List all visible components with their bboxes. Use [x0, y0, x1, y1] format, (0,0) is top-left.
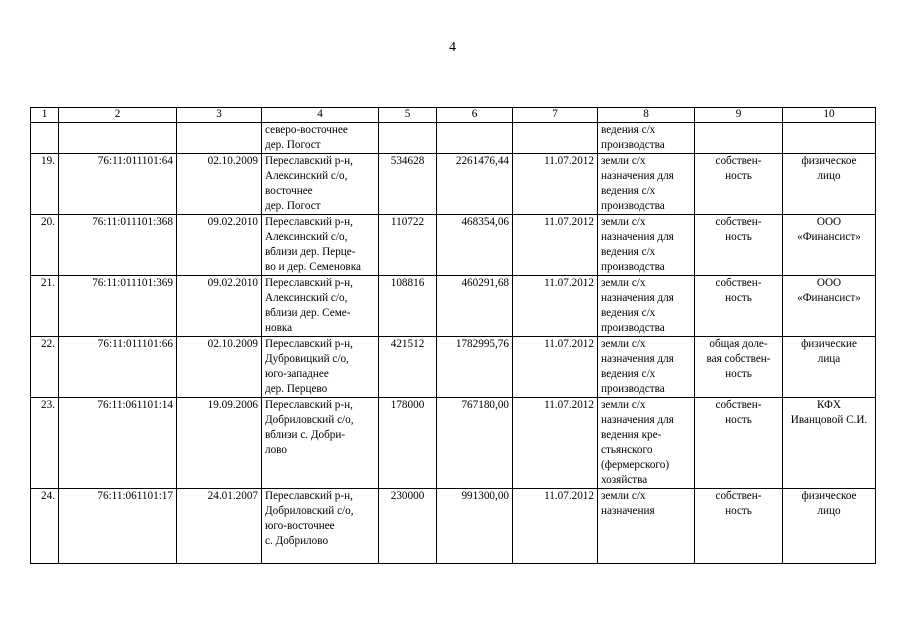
- location: Переславский р-н, Алексинский с/о, восточнее дер. Погост: [262, 154, 379, 215]
- cadastral-value: 2261476,44: [437, 154, 513, 215]
- column-header: 6: [437, 108, 513, 123]
- cadastral-value: [437, 123, 513, 154]
- cadastral-number: 76:11:011101:368: [59, 215, 177, 276]
- location: Переславский р-н, Алексинский с/о, вблизи дер. Семе- новка: [262, 276, 379, 337]
- owner: физическое лицо: [783, 489, 876, 564]
- area: 534628: [379, 154, 437, 215]
- owner: [783, 123, 876, 154]
- table-row: [31, 337, 876, 398]
- table-row: [31, 123, 876, 154]
- cadastral-value: 1782995,76: [437, 337, 513, 398]
- page-number: 4: [449, 40, 456, 55]
- land-category: земли с/х назначения для ведения кре- стьянского (фермерского) хозяйства: [598, 398, 695, 489]
- ownership-type: собствен- ность: [695, 154, 783, 215]
- cadastral-number: 76:11:011101:64: [59, 154, 177, 215]
- table-row: [31, 398, 876, 489]
- table-row: [31, 276, 876, 337]
- column-header: 5: [379, 108, 437, 123]
- row-number: 19.: [31, 154, 59, 215]
- row-number: 21.: [31, 276, 59, 337]
- owner: ООО «Финансист»: [783, 215, 876, 276]
- ownership-type: общая доле- вая собствен- ность: [695, 337, 783, 398]
- owner: физическое лицо: [783, 154, 876, 215]
- location: Переславский р-н, Добриловский с/о, вблизи с. Добри- лово: [262, 398, 379, 489]
- area: 230000: [379, 489, 437, 564]
- land-category: земли с/х назначения для ведения с/х производства: [598, 154, 695, 215]
- area: 108816: [379, 276, 437, 337]
- area: [379, 123, 437, 154]
- cadastral-number: 76:11:011101:369: [59, 276, 177, 337]
- area: 421512: [379, 337, 437, 398]
- ownership-type: собствен- ность: [695, 215, 783, 276]
- location: северо-восточнее дер. Погост: [262, 123, 379, 154]
- land-category: земли с/х назначения для ведения с/х производства: [598, 215, 695, 276]
- cadastral-number: 76:11:061101:14: [59, 398, 177, 489]
- row-number: [31, 123, 59, 154]
- land-category: ведения с/х производства: [598, 123, 695, 154]
- header-row: [31, 108, 876, 123]
- value-date: 11.07.2012: [513, 489, 598, 564]
- column-header: 2: [59, 108, 177, 123]
- ownership-type: собствен- ность: [695, 276, 783, 337]
- table-row: [31, 215, 876, 276]
- cadastral-number: 76:11:011101:66: [59, 337, 177, 398]
- area: 178000: [379, 398, 437, 489]
- location: Переславский р-н, Добриловский с/о, юго-восточнее с. Добрилово: [262, 489, 379, 564]
- table-row: [31, 489, 876, 564]
- value-date: 11.07.2012: [513, 398, 598, 489]
- row-number: 22.: [31, 337, 59, 398]
- cadastral-value: 460291,68: [437, 276, 513, 337]
- value-date: 11.07.2012: [513, 215, 598, 276]
- ownership-type: собствен- ность: [695, 398, 783, 489]
- land-category: земли с/х назначения для ведения с/х производства: [598, 276, 695, 337]
- cadastral-value: 991300,00: [437, 489, 513, 564]
- column-header: 7: [513, 108, 598, 123]
- value-date: [513, 123, 598, 154]
- column-header: 8: [598, 108, 695, 123]
- table-row: [31, 154, 876, 215]
- land-registry-table: [30, 107, 876, 564]
- registration-date: 19.09.2006: [177, 398, 262, 489]
- ownership-type: [695, 123, 783, 154]
- cadastral-number: [59, 123, 177, 154]
- location: Переславский р-н, Алексинский с/о, вблизи дер. Перце- во и дер. Семеновка: [262, 215, 379, 276]
- column-header: 10: [783, 108, 876, 123]
- registration-date: [177, 123, 262, 154]
- registration-date: 02.10.2009: [177, 337, 262, 398]
- land-category: земли с/х назначения для ведения с/х производства: [598, 337, 695, 398]
- cadastral-value: 468354,06: [437, 215, 513, 276]
- owner: физические лица: [783, 337, 876, 398]
- column-header: 1: [31, 108, 59, 123]
- registration-date: 09.02.2010: [177, 215, 262, 276]
- column-header: 3: [177, 108, 262, 123]
- area: 110722: [379, 215, 437, 276]
- cadastral-number: 76:11:061101:17: [59, 489, 177, 564]
- value-date: 11.07.2012: [513, 154, 598, 215]
- registration-date: 02.10.2009: [177, 154, 262, 215]
- ownership-type: собствен- ность: [695, 489, 783, 564]
- owner: КФХ Иванцовой С.И.: [783, 398, 876, 489]
- registration-date: 09.02.2010: [177, 276, 262, 337]
- value-date: 11.07.2012: [513, 337, 598, 398]
- cadastral-value: 767180,00: [437, 398, 513, 489]
- registration-date: 24.01.2007: [177, 489, 262, 564]
- row-number: 20.: [31, 215, 59, 276]
- column-header: 4: [262, 108, 379, 123]
- row-number: 24.: [31, 489, 59, 564]
- land-category: земли с/х назначения: [598, 489, 695, 564]
- owner: ООО «Финансист»: [783, 276, 876, 337]
- column-header: 9: [695, 108, 783, 123]
- value-date: 11.07.2012: [513, 276, 598, 337]
- row-number: 23.: [31, 398, 59, 489]
- location: Переславский р-н, Дубровицкий с/о, юго-западнее дер. Перцево: [262, 337, 379, 398]
